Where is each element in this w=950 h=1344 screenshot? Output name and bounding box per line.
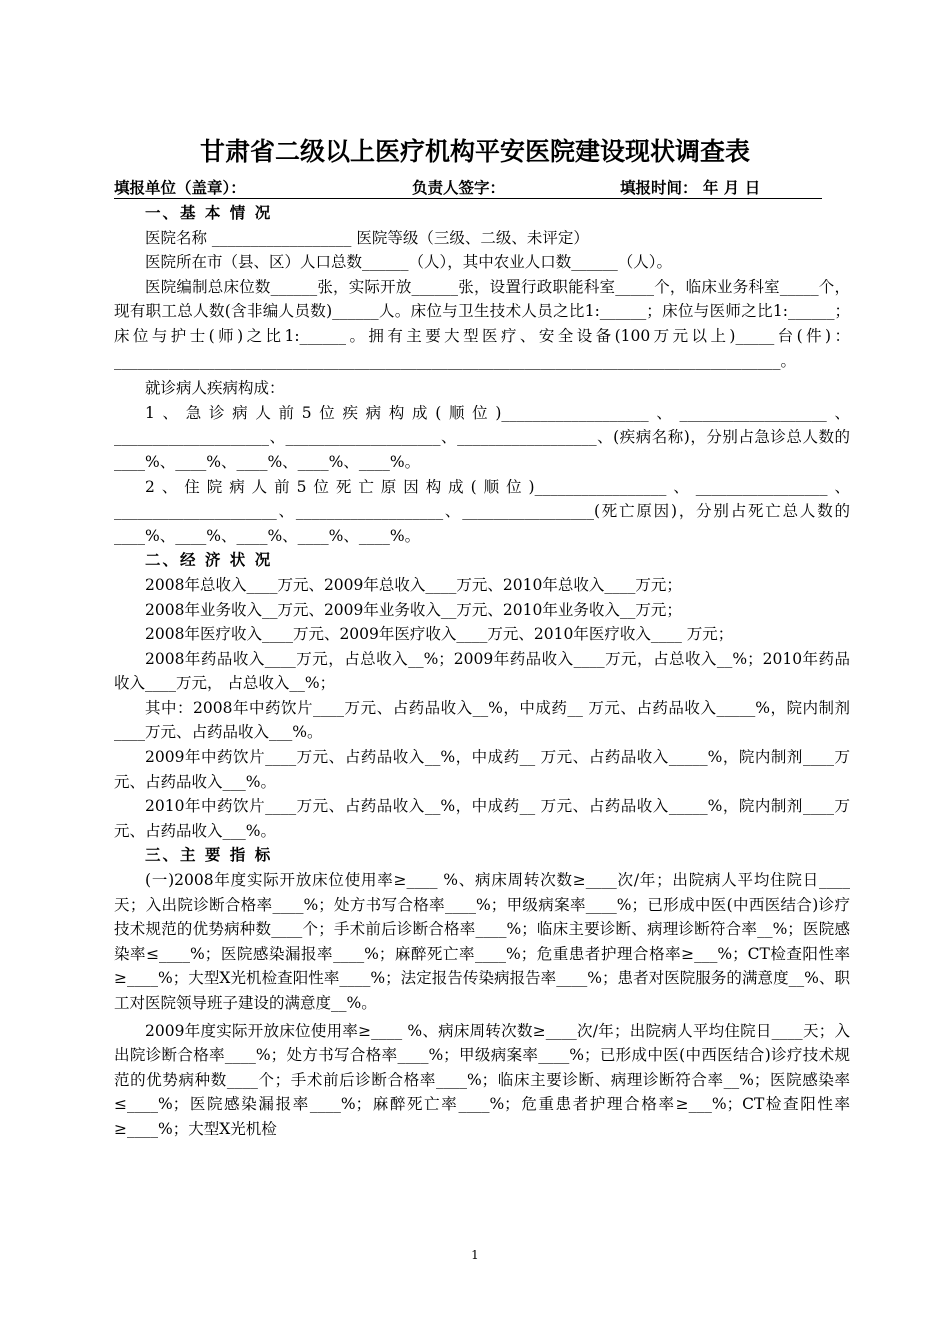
paragraph: 医院名称 __________________ 医院等级（三级、二级、未评定） [145,228,589,247]
paragraph: 2008年总收入____万元、2009年总收入____万元、2010年总收入____万元； [145,575,682,594]
paragraph: (一)2008年度实际开放床位使用率≥____ %、病床周转次数≥____次/年；出院病人平均住院日____天；入出院诊断合格率____%；处方书写合格率____%；甲级病案率____%；已形成中医(中西医结合)诊疗技术规范的优势病种数____个；手术前后诊断合格率____%；临床主要诊断、病理诊断符合率__%；医院感染率≤____%；医院感染漏报率____%；麻醉死亡率____%；危重患者护理合格率≥___%；CT检查阳性率≥____%；大型X光机检查阳性率____%；法定报告传染病报告率____%；患者对医院服务的满意度__%、职工对医院领导班子建设的满意度__%。 [114,871,850,1012]
header-date: 填报时间： 年 月 日 [620,179,761,197]
document-title: 甘肃省二级以上医疗机构平安医院建设现状调查表 [199,137,750,166]
document-body [114,201,850,1142]
paragraph: 2010年中药饮片____万元、占药品收入__%，中成药__ 万元、占药品收入_____%，院内制剂____万元、占药品收入___%。 [114,797,850,840]
paragraph: 就诊病人疾病构成： [145,379,285,398]
page-number: 1 [471,1248,479,1262]
paragraph: 2008年医疗收入____万元、2009年医疗收入____万元、2010年医疗收入____ 万元； [145,625,734,644]
section-heading: 一、基 本 情 况 [145,204,273,222]
header-signer: 负责人签字： [412,179,506,197]
paragraph: 2008年业务收入__万元、2009年业务收入__万元、2010年业务收入__万元； [145,600,682,619]
paragraph: 1、急诊病人前5位疾病构成(顺位)___________________、___________________、____________________、____________________、__________________、(疾病名称)，分别占急诊总人数的____%、____%、____%、____%、____%。 [114,403,850,471]
paragraph: 2009年中药饮片____万元、占药品收入__%，中成药__ 万元、占药品收入_____%，院内制剂____万元、占药品收入___%。 [114,748,850,791]
section-heading: 三、主 要 指 标 [145,846,273,865]
paragraph: 其中：2008年中药饮片____万元、占药品收入__%，中成药__ 万元、占药品收入_____%，院内制剂____万元、占药品收入___%。 [114,698,850,742]
header-unit: 填报单位（盖章）： [114,179,246,197]
paragraph: 医院所在市（县、区）人口总数______（人），其中农业人口数______（人）。 [145,253,673,272]
paragraph: 2009年度实际开放床位使用率≥____ %、病床周转次数≥____次/年；出院病人平均住院日____天；入出院诊断合格率____%；处方书写合格率____%；甲级病案率____%；已形成中医(中西医结合)诊疗技术规范的优势病种数____个；手术前后诊断合格率____%；临床主要诊断、病理诊断符合率__%；医院感染率≤____%；医院感染漏报率____%；麻醉死亡率____%；危重患者护理合格率≥___%；CT检查阳性率≥____%；大型X光机检 [114,1021,850,1138]
form-header [114,176,822,199]
paragraph: 2008年药品收入____万元，占总收入__%；2009年药品收入____万元，占总收入__%；2010年药品收入____万元， 占总收入__%； [114,649,850,693]
section-heading: 二、经 济 状 况 [145,551,273,570]
paragraph: 医院编制总床位数______张，实际开放______张，设置行政职能科室_____个，临床业务科室_____个，现有职工总人数(含非编人员数)______人。床位与卫生技术人员之比1:______；床位与医师之比1:______；床位与护士(师)之比1:______。拥有主要大型医疗、安全设备(100万元以上)_____台(件)：______________________________________________________________________________________。 [114,277,850,370]
paragraph: 2、住院病人前5位死亡原因构成(顺位)_________________、_________________、_____________________、___________________、_________________(死亡原因)，分别占死亡总人数的____%、____%、____%、____%、____%。 [114,477,850,545]
